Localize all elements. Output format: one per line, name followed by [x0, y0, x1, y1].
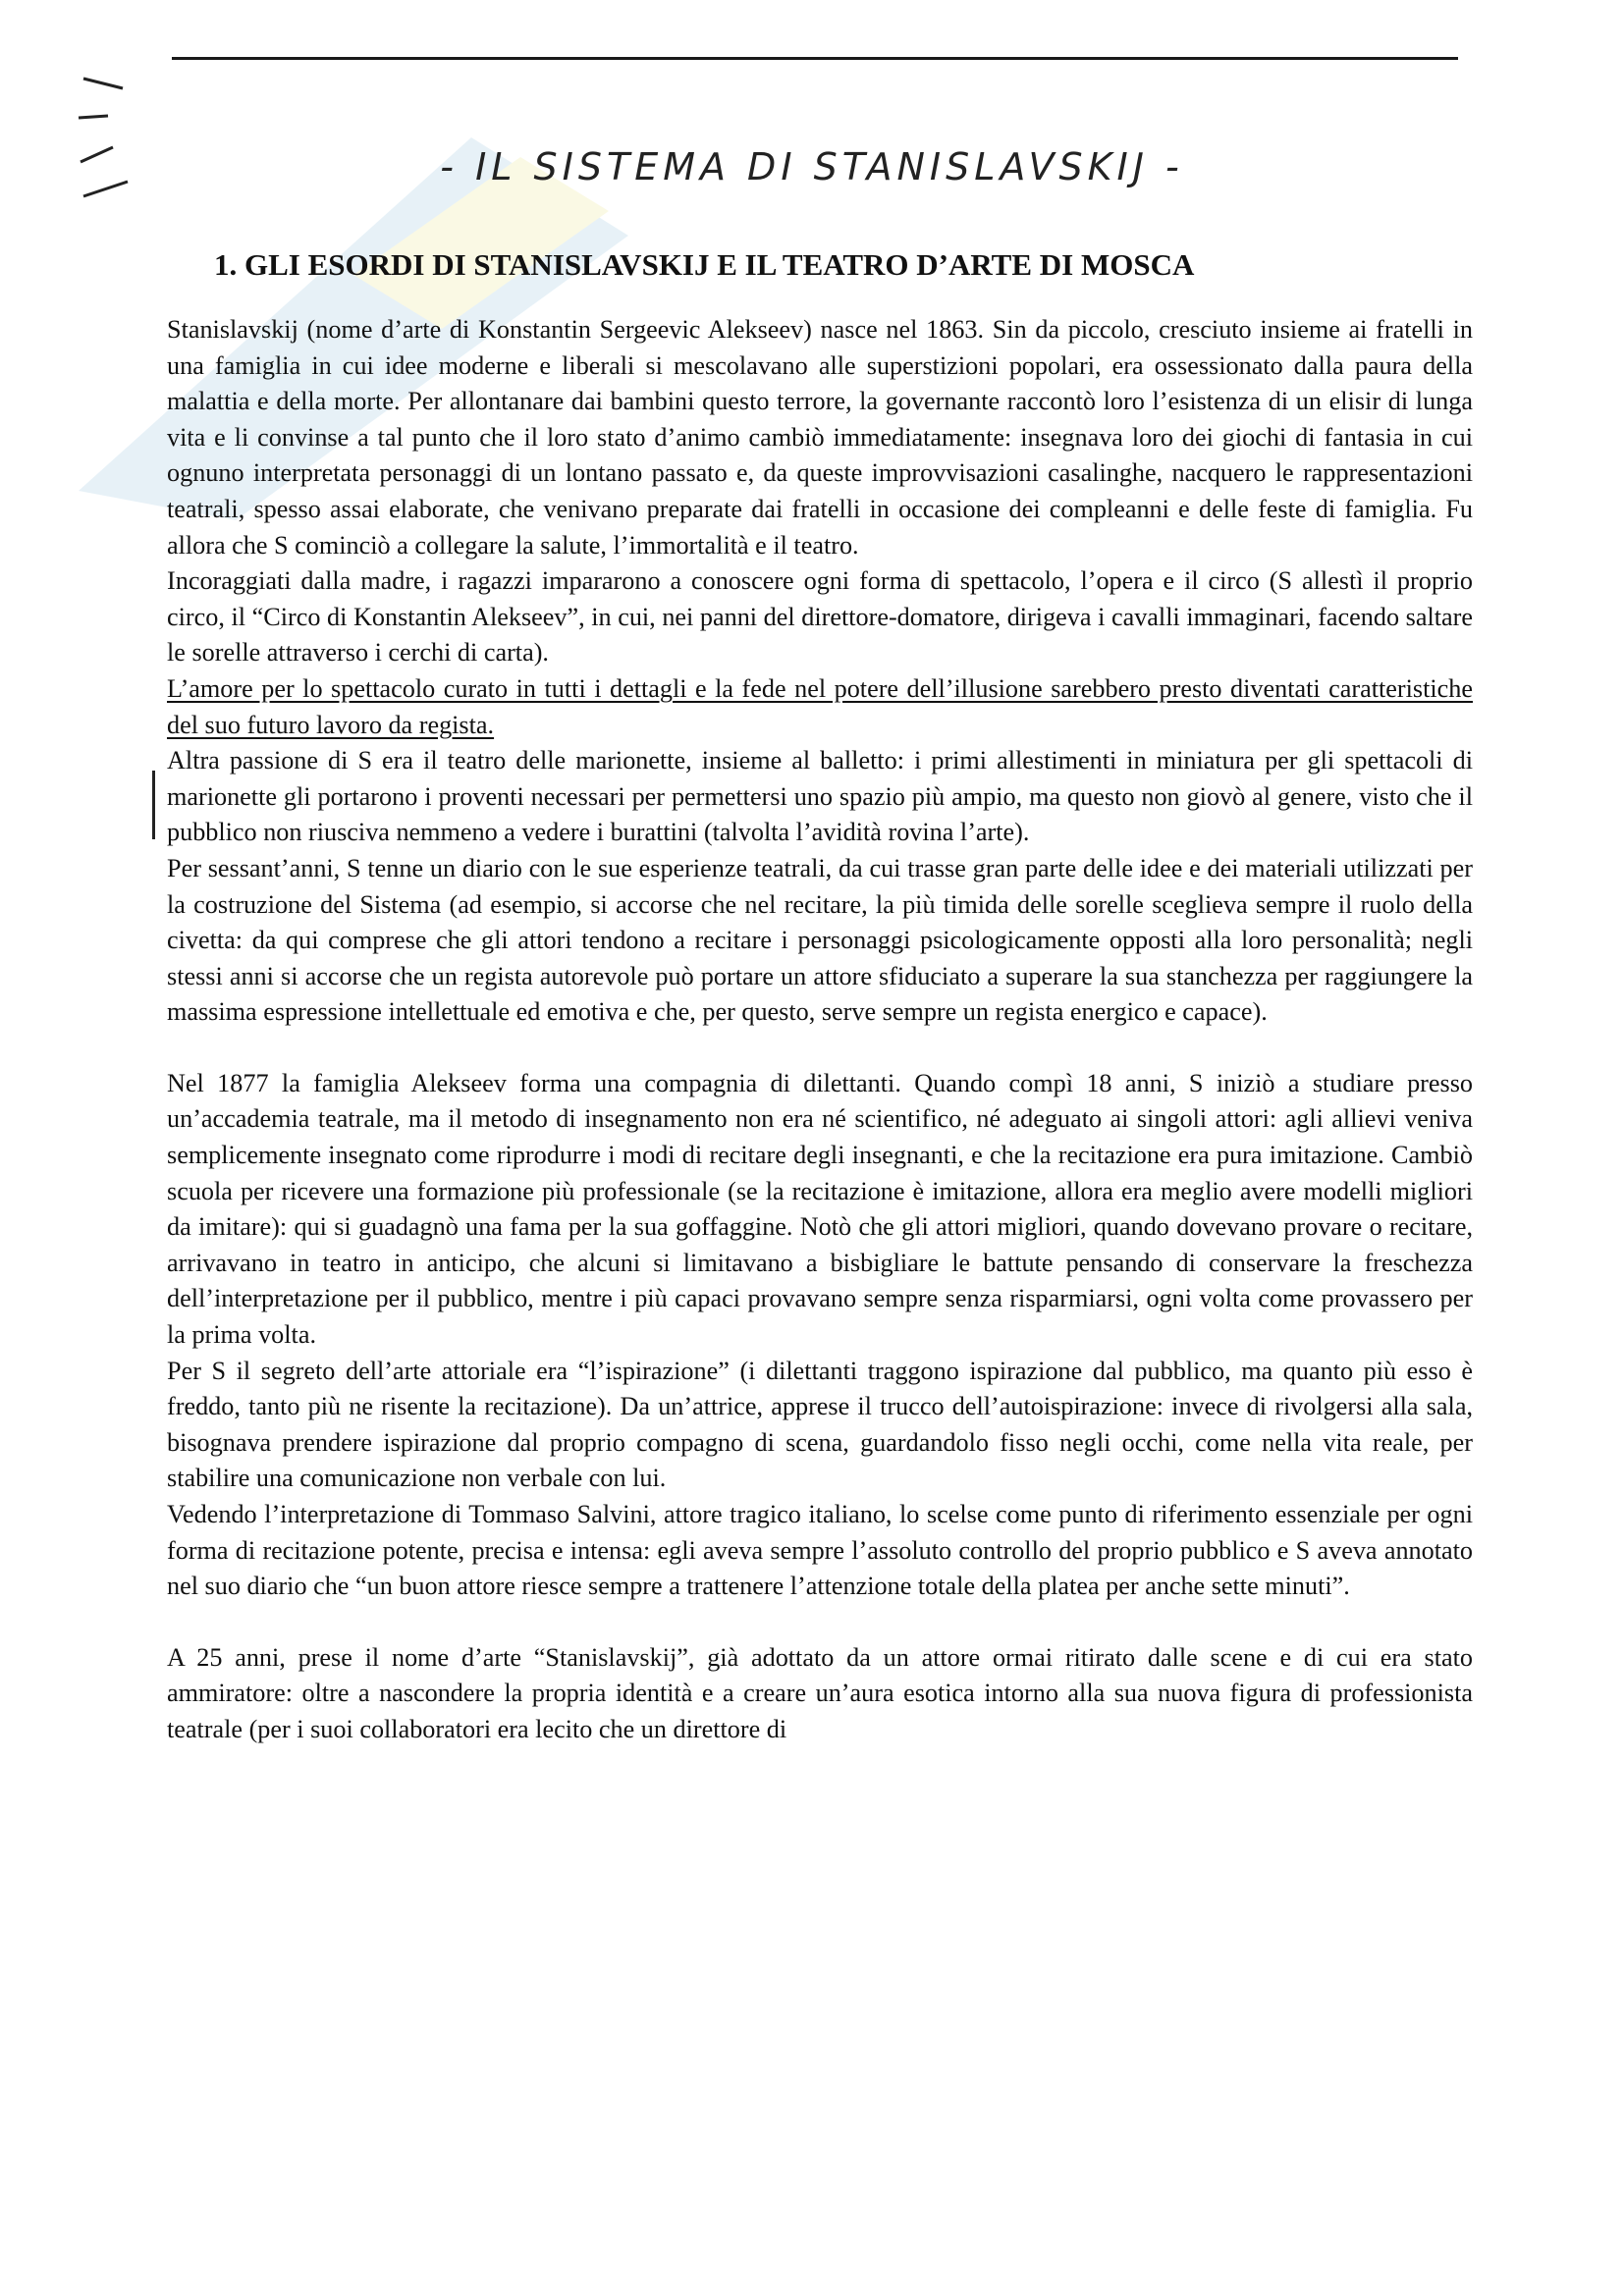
paragraph: A 25 anni, prese il nome d’arte “Stanislavskij”, già adottato da un attore ormai ritirato dalle scene e di cui era stato ammiratore: oltre a nascondere la propria identità e a creare un’aura esotica intorno alla sua nuova figura di professionista teatrale (per i suoi collaboratori era lecito che un direttore di	[167, 1642, 1473, 1743]
margin-pen-marks	[69, 69, 147, 216]
paragraph: Vedendo l’interpretazione di Tommaso Salvini, attore tragico italiano, lo scelse come punto di riferimento essenziale per ogni forma di recitazione potente, precisa e intensa: egli aveva sempre l’assoluto controllo del proprio pubblico e S aveva annotato nel suo diario che “un buon attore riesce sempre a trattenere l’attenzione totale della platea per anche sette minuti”.	[167, 1500, 1473, 1601]
handwritten-title: - IL SISTEMA DI STANISLAVSKIJ -	[440, 145, 1184, 188]
paragraph: Incoraggiati dalla madre, i ragazzi impararono a conoscere ogni forma di spettacolo, l’opera e il circo (S allestì il proprio circo, il “Circo di Konstantin Alekseev”, in cui, nei panni del direttore-domatore, dirigeva i cavalli immaginari, facendo saltare le sorelle attraverso i cerchi di carta).	[167, 566, 1473, 667]
paragraph: Per S il segreto dell’arte attoriale era “l’ispirazione” (i dilettanti traggono ispirazione dal pubblico, ma quanto più esso è freddo, tanto più ne risente la recitazione). Da un’attrice, apprese il trucco dell’autoispirazione: invece di rivolgersi alla sala, bisognava prendere ispirazione dal proprio compagno di scena, guardandolo fisso negli occhi, come nella vita reale, per stabilire una comunicazione non verbale con lui.	[167, 1356, 1473, 1493]
section-heading: 1. GLI ESORDI DI STANISLAVSKIJ E IL TEATRO D’ARTE DI MOSCA	[214, 247, 1195, 282]
top-rule	[172, 57, 1458, 60]
margin-bracket	[152, 771, 155, 839]
paragraph: Nel 1877 la famiglia Alekseev forma una compagnia di dilettanti. Quando compì 18 anni, S iniziò a studiare presso un’accademia teatrale, ma il metodo di insegnamento non era né scientifico, né adeguato ai singoli attori: agli allievi veniva semplicemente insegnato come riprodurre i modi di recitare degli insegnanti, e che la recitazione era pura imitazione. Cambiò scuola per ricevere una formazione più professionale (se la recitazione è imitazione, allora era meglio avere modelli migliori da imitare): qui si guadagnò una fama per la sua goffaggine. Notò che gli attori migliori, quando dovevano provare o recitare, arrivavano in teatro in anticipo, che alcuni si limitavano a bisbigliare le battute pensando di conservare la freschezza dell’interpretazione per il pubblico, mentre i più capaci provavano sempre senza risparmiarsi, ogni volta come provassero per la prima volta.	[167, 1068, 1473, 1350]
body-text	[167, 312, 1473, 1748]
paragraph: Altra passione di S era il teatro delle marionette, insieme al balletto: i primi allestimenti in miniatura per gli spettacoli di marionette gli portarono i proventi necessari per permettersi uno spazio più ampio, ma questo non giovò al genere, visto che il pubblico non riusciva nemmeno a vedere i burattini (talvolta l’avidità rovina l’arte).	[167, 746, 1473, 847]
paragraph: Stanislavskij (nome d’arte di Konstantin Sergeevic Alekseev) nasce nel 1863. Sin da piccolo, cresciuto insieme ai fratelli in una famiglia in cui idee moderne e liberali si mescolavano alle superstizioni popolari, era ossessionato dalla paura della malattia e della morte. Per allontanare dai bambini questo terrore, la governante raccontò loro l’esistenza di un elisir di lunga vita e li convinse a tal punto che il loro stato d’animo cambiò immediatamente: insegnava loro dei giochi di fantasia in cui ognuno interpretata personaggi di un lontano passato e, da queste improvvisazioni casalinghe, nacquero le rappresentazioni teatrali, spesso assai elaborate, che venivano preparate dai fratelli in occasione dei compleanni e delle feste di famiglia. Fu allora che S cominciò a collegare la salute, l’immortalità e il teatro.	[167, 315, 1473, 560]
paragraph: L’amore per lo spettacolo curato in tutti i dettagli e la fede nel potere dell’illusione sarebbero presto diventati caratteristiche del suo futuro lavoro da regista.	[167, 673, 1473, 739]
paragraph: Per sessant’anni, S tenne un diario con le sue esperienze teatrali, da cui trasse gran parte delle idee e dei materiali utilizzati per la costruzione del Sistema (ad esempio, si accorse che nel recitare, la più timida delle sorelle sceglieva sempre il ruolo della civetta: da qui comprese che gli attori tendono a recitare i personaggi psicologicamente opposti alla loro personalità; negli stessi anni si accorse che un regista autorevole può portare un attore sfiduciato a superare la sua stanchezza per raggiungere la massima espressione intellettuale ed emotiva e che, per questo, serve sempre un regista energico e capace).	[167, 853, 1473, 1027]
